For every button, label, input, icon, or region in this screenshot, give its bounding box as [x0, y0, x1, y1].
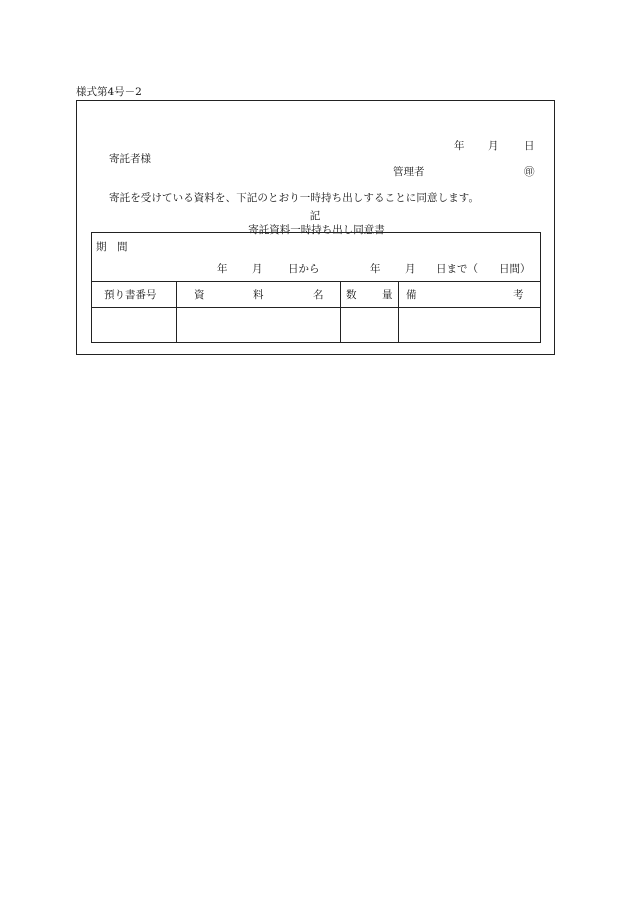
- column-divider: [340, 281, 341, 342]
- period-month-start: 月: [252, 263, 263, 275]
- column-divider: [398, 281, 399, 342]
- header-remarks-1: 備: [406, 289, 417, 301]
- period-until-label: 日まで（: [436, 263, 478, 275]
- table-divider: [92, 281, 540, 282]
- header-material-2: 料: [253, 289, 264, 301]
- seal-mark: ㊞: [524, 166, 535, 178]
- date-month-label: 月: [488, 140, 499, 152]
- header-remarks-2: 考: [513, 289, 524, 301]
- date-year-label: 年: [454, 140, 465, 152]
- consignor-label: 寄託者様: [109, 153, 151, 165]
- consent-statement: 寄託を受けている資料を、下記のとおり一時持ち出しすることに同意します。: [109, 192, 480, 204]
- items-table: [91, 232, 541, 343]
- period-year-end: 年: [370, 263, 381, 275]
- manager-label: 管理者: [393, 166, 425, 178]
- period-month-end: 月: [405, 263, 416, 275]
- header-quantity-2: 量: [382, 289, 393, 301]
- period-from-label: 日から: [288, 263, 320, 275]
- period-label: 期 間: [96, 241, 128, 253]
- ki-heading: 記: [309, 210, 321, 222]
- table-divider: [92, 307, 540, 308]
- date-day-label: 日: [524, 140, 535, 152]
- form-number: 様式第4号－2: [76, 86, 142, 98]
- header-material-3: 名: [313, 289, 324, 301]
- document-title: 寄託資料一時持ち出し同意書: [248, 224, 385, 236]
- header-receipt-number: 預り書番号: [104, 289, 157, 301]
- header-material-1: 資: [194, 289, 205, 301]
- period-days-label: 日間）: [499, 263, 531, 275]
- period-year-start: 年: [217, 263, 228, 275]
- column-divider: [176, 281, 177, 342]
- header-quantity-1: 数: [346, 289, 357, 301]
